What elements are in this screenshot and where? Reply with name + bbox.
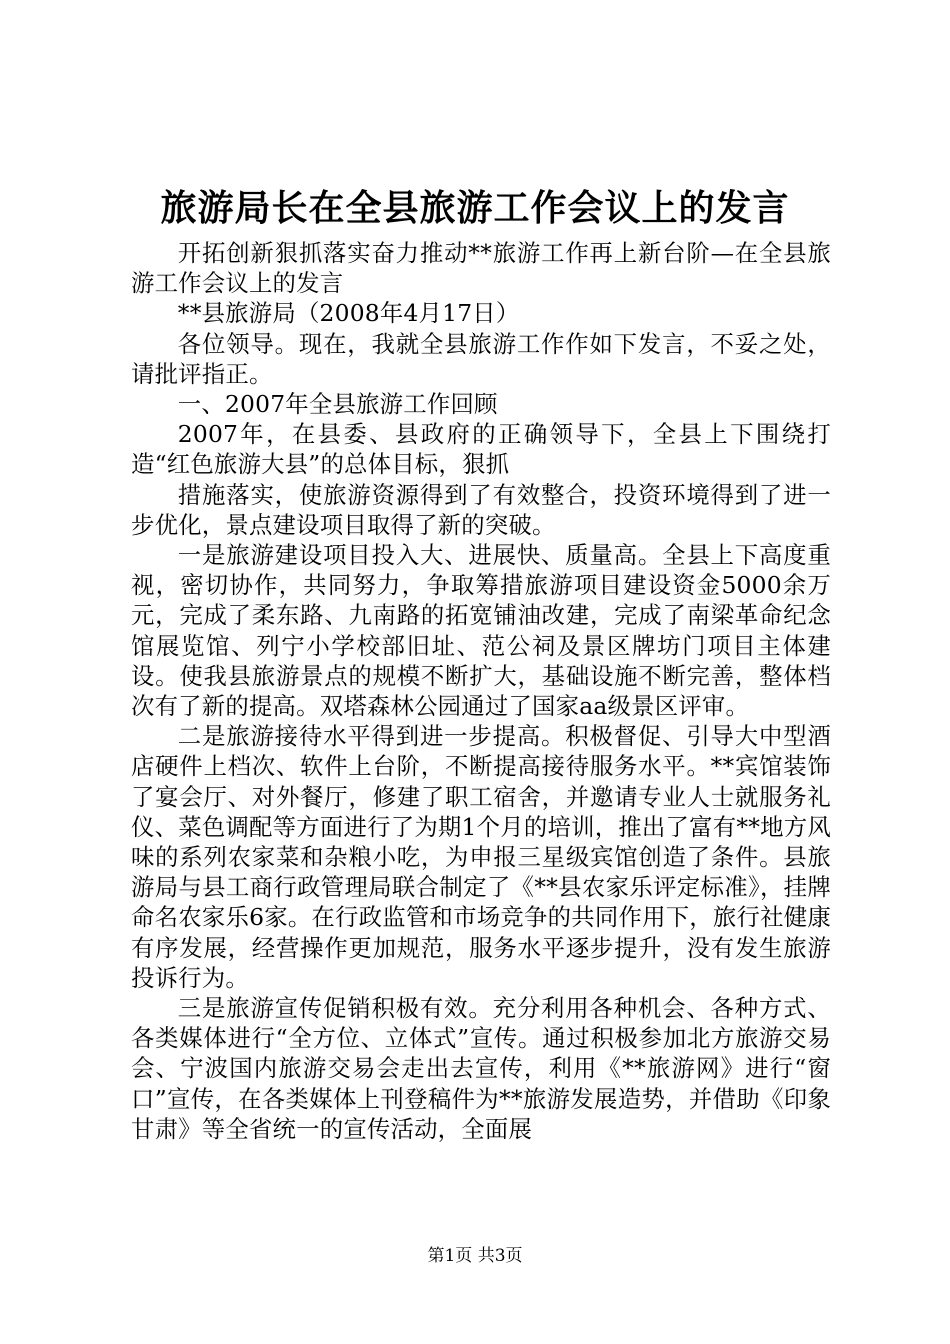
section-heading-review: 一、2007年全县旅游工作回顾: [177, 390, 498, 419]
paragraph-greeting: 各位领导。现在，我就全县旅游工作作如下发言，不妥之处，请批评指正。: [131, 329, 831, 388]
paragraph-overview: 2007年，在县委、县政府的正确领导下，全县上下围绕打造“红色旅游大县”的总体目标，狠抓: [131, 420, 831, 479]
paragraph-point-two: 二是旅游接待水平得到进一步提高。积极督促、引导大中型酒店硬件上档次、软件上台阶，不断提高接待服务水平。**宾馆装饰了宴会厅、对外餐厅，修建了职工宿舍，并邀请专业人士就服务礼仪、菜色调配等方面进行了为期1个月的培训，推出了富有**地方风味的系列农家菜和杂粮小吃，为申报三星级宾馆创造了条件。县旅游局与县工商行政管理局联合制定了《**县农家乐评定标准》，挂牌命名农家乐6家。在行政监管和市场竞争的共同作用下，旅行社健康有序发展，经营操作更加规范，服务水平逐步提升，没有发生旅游投诉行为。: [131, 722, 831, 992]
page-footer: 第1页 共3页: [427, 1246, 523, 1266]
paragraph-point-one: 一是旅游建设项目投入大、进展快、质量高。全县上下高度重视，密切协作，共同努力，争取筹措旅游项目建设资金5000余万元，完成了柔东路、九南路的拓宽铺油改建，完成了南梁革命纪念馆展览馆、列宁小学校部旧址、范公祠及景区牌坊门项目主体建设。使我县旅游景点的规模不断扩大，基础设施不断完善，整体档次有了新的提高。双塔森林公园通过了国家aa级景区评审。: [131, 541, 831, 721]
paragraph-point-three: 三是旅游宣传促销积极有效。充分利用各种机会、各种方式、各类媒体进行“全方位、立体式”宣传。通过积极参加北方旅游交易会、宁波国内旅游交易会走出去宣传，利用《**旅游网》进行“窗口”宣传，在各类媒体上刊登稿件为**旅游发展造势，并借助《印象甘肃》等全省统一的宣传活动，全面展: [131, 994, 831, 1143]
paragraph-subtitle: 开拓创新狠抓落实奋力推动**旅游工作再上新台阶—在全县旅游工作会议上的发言: [131, 239, 831, 298]
paragraph-author-date: **县旅游局（2008年4月17日）: [177, 299, 520, 328]
paragraph-measures: 措施落实，使旅游资源得到了有效整合，投资环境得到了进一步优化，景点建设项目取得了新的突破。: [131, 480, 831, 539]
document-title: 旅游局长在全县旅游工作会议上的发言: [160, 187, 790, 229]
document-body: [131, 238, 831, 1144]
